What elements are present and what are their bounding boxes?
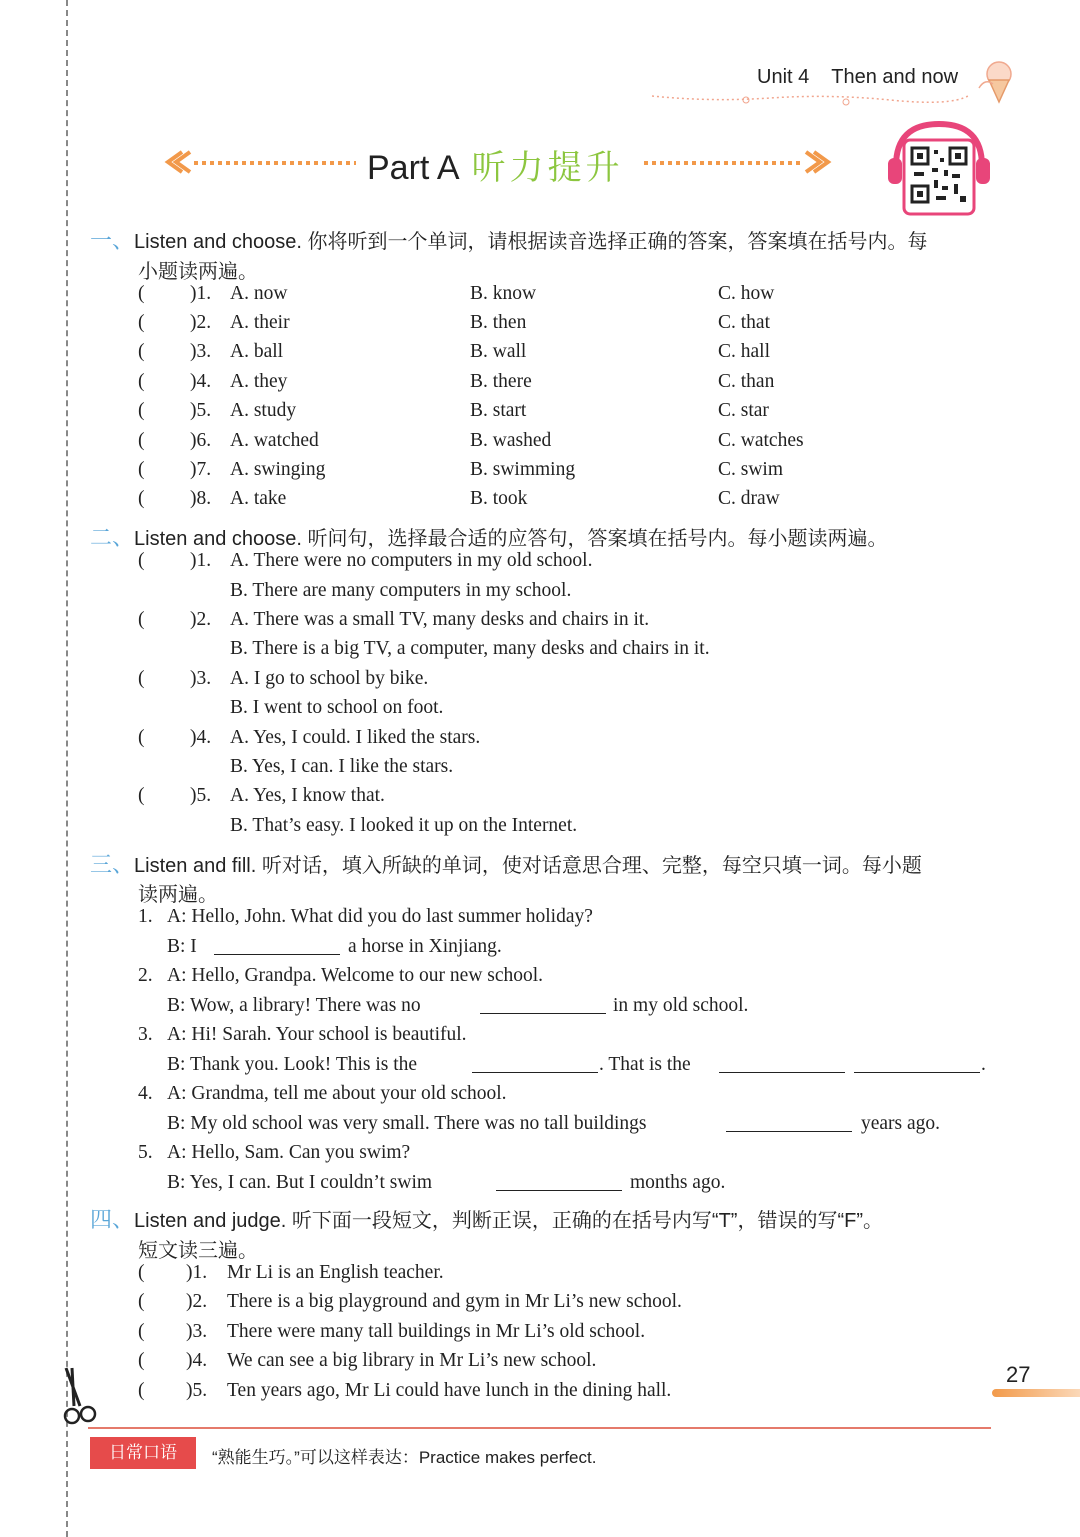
fill-blank[interactable] bbox=[214, 936, 340, 955]
footer-text: “熟能生巧。”可以这样表达：Practice makes perfect. bbox=[212, 1448, 597, 1467]
left-arrow-decoration bbox=[160, 148, 360, 176]
part-title-text bbox=[367, 140, 624, 189]
unit-title: Then and now bbox=[831, 66, 959, 88]
footer-tag: 日常口语 bbox=[90, 1437, 196, 1469]
fill-blank[interactable] bbox=[726, 1113, 852, 1132]
ice-cream-icon bbox=[975, 58, 1019, 106]
section1-instruction-cont: 小题读两遍。 bbox=[138, 261, 258, 283]
section3-instruction: Listen and fill. 听对话，填入所缺的单词，使对话意思合理、完整，每空只填一词。每小题 bbox=[134, 855, 922, 877]
fill-blank[interactable] bbox=[854, 1054, 980, 1073]
section2-instruction: Listen and choose. 听问句，选择最合适的应答句，答案填在括号内。每小题读两遍。 bbox=[134, 528, 888, 550]
section1-instruction: Listen and choose. 你将听到一个单词，请根据读音选择正确的答案，答案填在括号内。每 bbox=[134, 231, 928, 253]
qr-code-headphones[interactable] bbox=[884, 118, 994, 218]
unit-header bbox=[757, 66, 958, 89]
section2-number: 二、 bbox=[90, 525, 135, 550]
footer-divider bbox=[88, 1427, 991, 1429]
fill-blank[interactable] bbox=[472, 1054, 598, 1073]
section1-heading bbox=[90, 224, 927, 255]
section4-instruction: Listen and judge. 听下面一段短文，判断正误，正确的在括号内写“T”，错误的写“F”。 bbox=[134, 1210, 883, 1232]
part-title-cn: 听力提升 bbox=[471, 149, 624, 187]
cut-line bbox=[66, 0, 68, 1537]
page-number: 27 bbox=[1006, 1362, 1031, 1387]
right-arrow-decoration bbox=[642, 148, 842, 176]
fill-blank[interactable] bbox=[480, 995, 606, 1014]
fill-blank[interactable] bbox=[496, 1172, 622, 1191]
section3-instruction-cont: 读两遍。 bbox=[138, 884, 218, 906]
section4-heading bbox=[90, 1203, 883, 1234]
unit-label: Unit 4 bbox=[757, 66, 810, 88]
header-wave-decoration bbox=[650, 88, 970, 110]
fill-blank[interactable] bbox=[719, 1054, 845, 1073]
scissors-icon bbox=[60, 1366, 102, 1428]
section2-heading bbox=[90, 521, 887, 552]
section4-number: 四、 bbox=[90, 1207, 135, 1232]
part-title bbox=[160, 140, 840, 187]
part-title-en: Part A bbox=[367, 149, 460, 187]
section1-number: 一、 bbox=[90, 228, 135, 253]
section3-heading bbox=[90, 848, 922, 879]
section3-number: 三、 bbox=[90, 852, 135, 877]
page-number-bar bbox=[992, 1389, 1080, 1397]
section4-instruction-cont: 短文读三遍。 bbox=[138, 1240, 258, 1262]
